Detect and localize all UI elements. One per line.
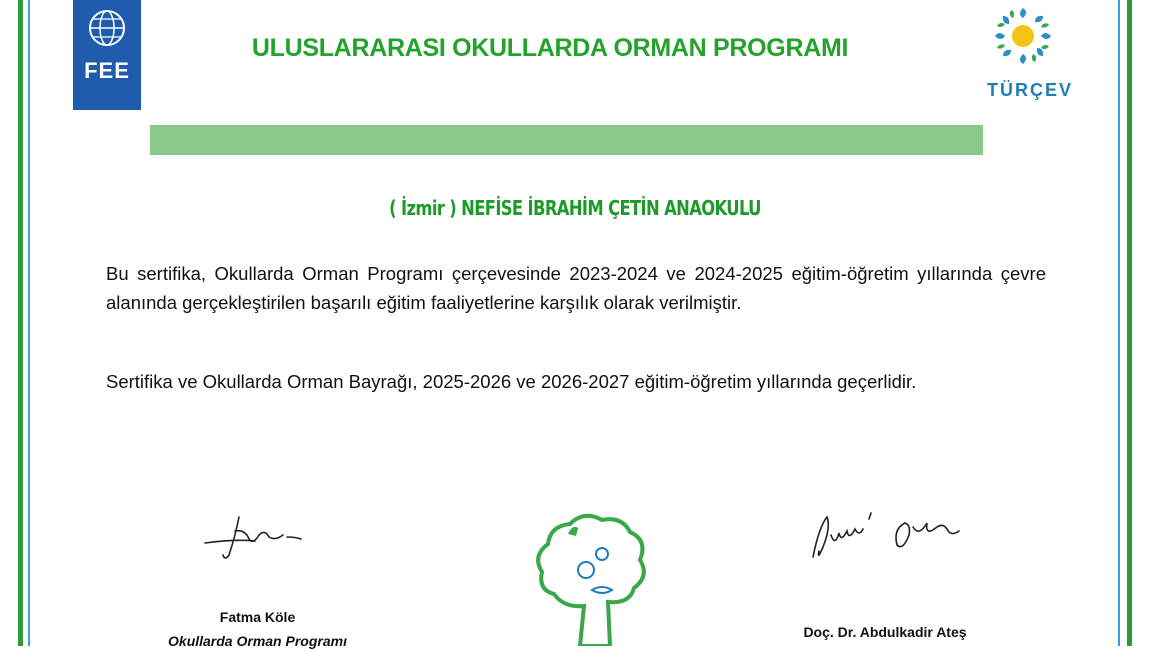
globe-icon [87,8,127,50]
school-name: ( İzmir ) NEFİSE İBRAHİM ÇETİN ANAOKULU [389,196,761,220]
certificate-paragraph-2: Sertifika ve Okullarda Orman Bayrağı, 2025-2026 ve 2026-2027 eğitim-öğretim yıllarında geçerlidir. [106,371,917,392]
turcev-logo-text: TÜRÇEV [986,80,1073,100]
left-border-green [18,0,23,646]
right-border-blue [1118,0,1120,646]
right-signature-image [805,505,985,567]
left-signatory-name: Fatma Köle [219,609,296,625]
left-signature-image [195,505,315,565]
left-signatory-role: Okullarda Orman Programı [168,633,347,649]
forest-tree-logo [530,512,660,646]
right-border-green [1127,0,1132,646]
fee-logo [73,0,141,110]
left-border-blue [28,0,30,646]
certificate-title: ULUSLARARASI OKULLARDA ORMAN PROGRAMI [251,34,849,62]
right-signatory-name: Doç. Dr. Abdulkadir Ateş [803,624,967,640]
certificate-paragraph-1: Bu sertifika, Okullarda Orman Programı çerçevesinde 2023-2024 ve 2024-2025 eğitim-öğretim yıllarında çevre alanında gerçekleştirilen başarılı eğitim faaliyetlerine karşılık olarak verilmiştir. [106,263,1046,313]
turcev-logo [975,0,1085,108]
decorative-green-bar [150,125,983,155]
fee-logo-text: FEE [84,58,130,83]
sun-birds-icon [975,0,1085,80]
